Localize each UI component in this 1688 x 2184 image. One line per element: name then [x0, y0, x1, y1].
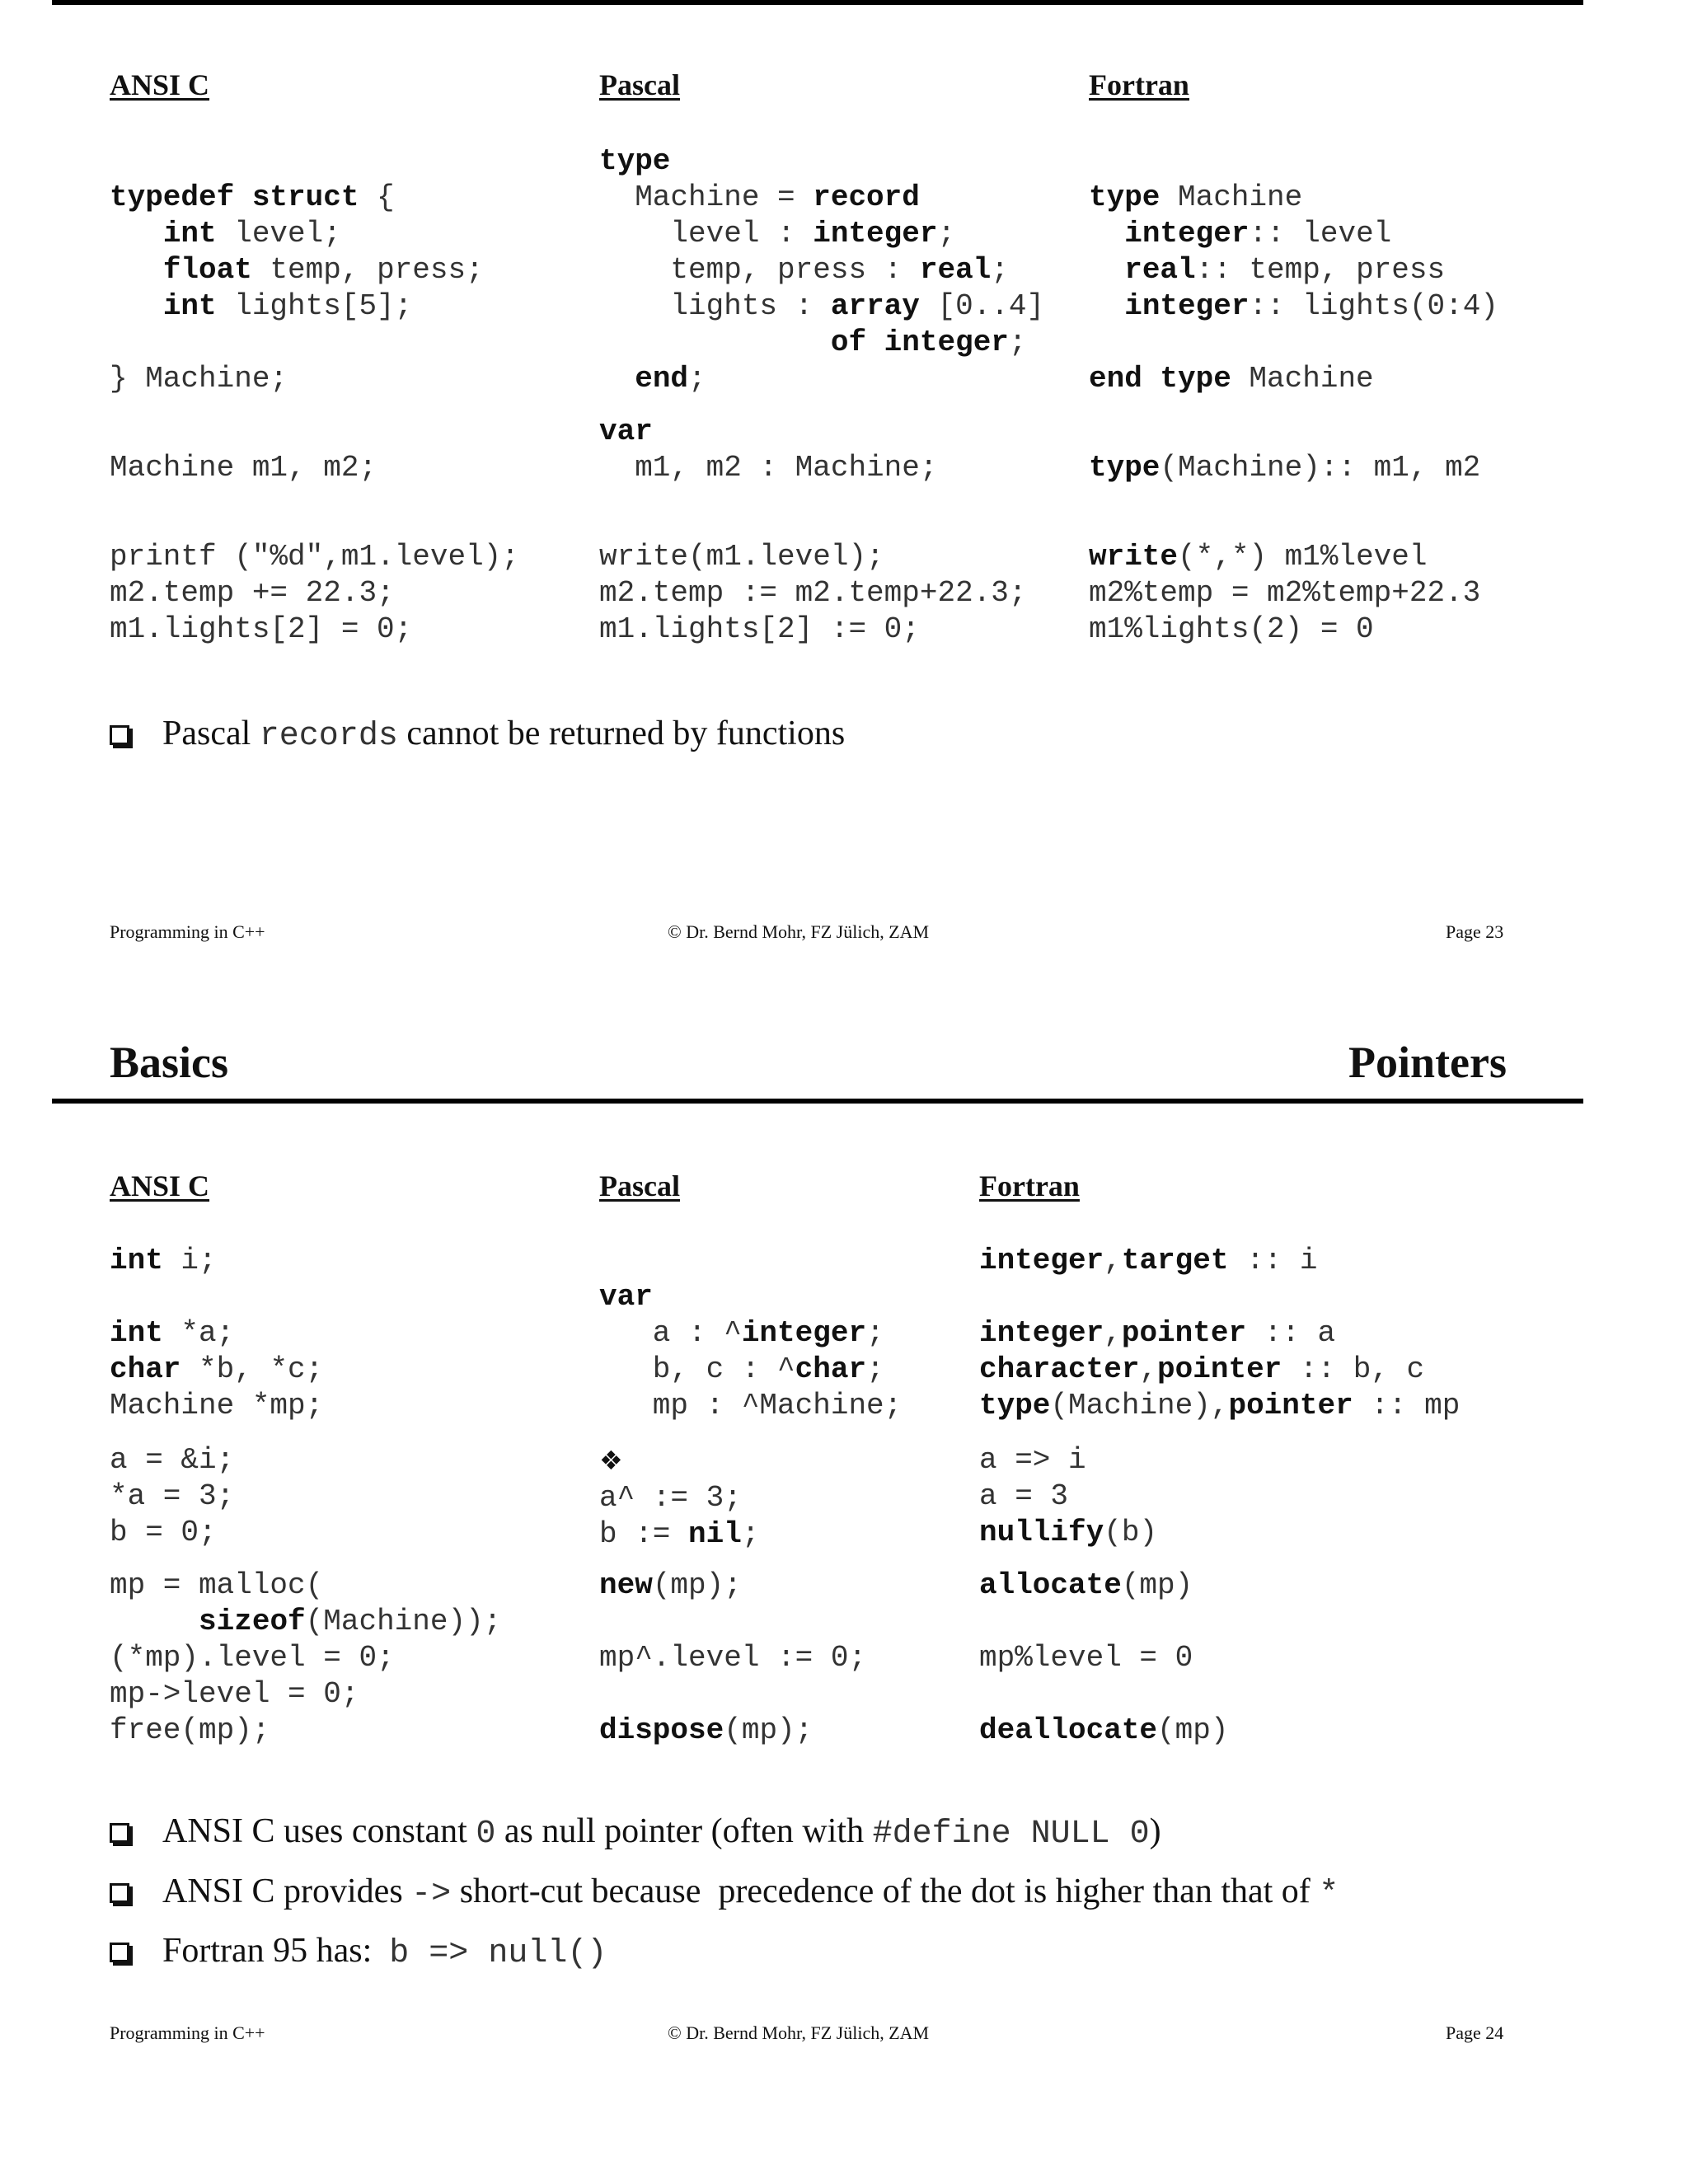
section-title: Basics — [110, 1038, 229, 1087]
code-fortran-type: type Machine integer:: level real:: temp, press integer:: lights(0:4) end type Machine — [1089, 180, 1498, 396]
column-header-ansi-c: ANSI C — [110, 68, 210, 101]
bullet-fortran95: Fortran 95 has: b => null() — [162, 1932, 607, 1972]
bullet-arrow-shortcut: ANSI C provides -> short-cut because precedence of the dot is higher than that of * — [162, 1872, 1339, 1913]
code-c-struct: typedef struct { int level; float temp, press; int lights[5]; } Machine; — [110, 180, 484, 396]
code-c-usage: printf ("%d",m1.level); m2.temp += 22.3; m1.lights[2] = 0; — [110, 540, 519, 646]
code-fortran-usage: write(*,*) m1%level m2%temp = m2%temp+22.3 m1%lights(2) = 0 — [1089, 540, 1481, 646]
code-fortran-ptr-assign: a => i a = 3 nullify(b) — [979, 1443, 1158, 1549]
code-pascal-ptr-assign: ❖ a^ := 3; b := nil; — [599, 1445, 760, 1551]
topic-title: Pointers — [1348, 1038, 1507, 1087]
column-header-fortran: Fortran — [1089, 68, 1189, 101]
header-rule — [52, 1099, 1583, 1104]
footer-page-number: Page 24 — [1446, 2022, 1504, 2043]
column-header-pascal: Pascal — [599, 68, 680, 101]
top-rule — [52, 0, 1583, 5]
bullet-marker — [110, 725, 129, 745]
footer-center: © Dr. Bernd Mohr, FZ Jülich, ZAM — [668, 921, 930, 942]
column-header-fortran: Fortran — [979, 1169, 1080, 1202]
column-header-ansi-c: ANSI C — [110, 1169, 210, 1202]
code-pascal-usage: write(m1.level); m2.temp := m2.temp+22.3; m1.lights[2] := 0; — [599, 540, 1027, 646]
code-c-ptr-declare: int i; int *a; char *b, *c; Machine *mp; — [110, 1244, 324, 1422]
note-records: Pascal records cannot be returned by functions — [162, 715, 846, 755]
code-c-alloc: mp = malloc( sizeof(Machine)); (*mp).level = 0; mp->level = 0; free(mp); — [110, 1568, 502, 1747]
diamond-icon: ❖ — [599, 1445, 623, 1476]
bullet-null-pointer: ANSI C uses constant 0 as null pointer (often with #define NULL 0) — [162, 1812, 1161, 1853]
footer-page-number: Page 23 — [1446, 921, 1504, 942]
code-fortran-ptr-declare: integer,target :: i integer,pointer :: a character,pointer :: b, c type(Machine),pointer :: mp — [979, 1244, 1461, 1422]
bullet-marker — [110, 1823, 129, 1843]
footer-left: Programming in C++ — [110, 921, 265, 942]
code-fortran-declare: type(Machine):: m1, m2 — [1089, 451, 1481, 485]
code-pascal-declare: var m1, m2 : Machine; — [599, 415, 938, 485]
code-pascal-record: type Machine = record level : integer; temp, press : real; lights : array [0..4] of integer; end; — [599, 144, 1045, 396]
footer-center: © Dr. Bernd Mohr, FZ Jülich, ZAM — [668, 2022, 930, 2043]
bullet-marker — [110, 1883, 129, 1903]
code-c-declare: Machine m1, m2; — [110, 451, 377, 485]
code-c-ptr-assign: a = &i; *a = 3; b = 0; — [110, 1443, 235, 1549]
code-pascal-alloc: new(mp); mp^.level := 0; dispose(mp); — [599, 1568, 867, 1747]
bullet-marker — [110, 1943, 129, 1962]
code-fortran-alloc: allocate(mp) mp%level = 0 deallocate(mp) — [979, 1568, 1229, 1747]
column-header-pascal: Pascal — [599, 1169, 680, 1202]
footer-left: Programming in C++ — [110, 2022, 265, 2043]
code-pascal-ptr-declare: var a : ^integer; b, c : ^char; mp : ^Machine; — [599, 1280, 903, 1422]
